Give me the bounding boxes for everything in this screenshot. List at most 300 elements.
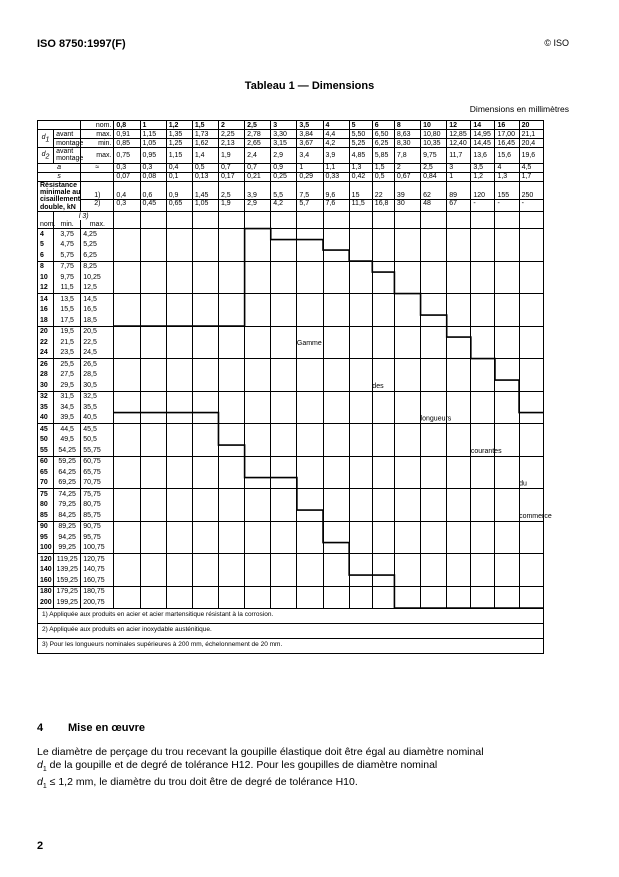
length-row — [38, 565, 569, 576]
range-cell — [495, 272, 519, 283]
paragraph-line-1: Le diamètre de perçage du trou recevant la goupille élastique doit être égal au diamètre nominal — [37, 746, 484, 758]
d1-label: montage — [54, 139, 81, 148]
range-cell — [218, 315, 244, 326]
range-cell — [519, 435, 543, 446]
range-cell — [447, 543, 471, 554]
nominal-diameter: 14 — [471, 121, 495, 130]
range-cell — [519, 261, 543, 272]
d2-value: 3,9 — [323, 148, 349, 164]
range-cell — [218, 543, 244, 554]
range-cell — [471, 435, 495, 446]
range-cell — [394, 532, 420, 543]
range-cell — [114, 510, 140, 521]
range-cell — [218, 250, 244, 261]
d1-value: 2,25 — [218, 130, 244, 139]
range-cell — [421, 554, 447, 565]
range-cell — [447, 337, 471, 348]
range-cell — [218, 294, 244, 305]
range-cell — [166, 510, 192, 521]
range-cell — [192, 543, 218, 554]
blank-cell — [38, 121, 81, 130]
range-cell — [140, 294, 166, 305]
range-cell — [421, 575, 447, 586]
range-cell — [166, 370, 192, 381]
s-value: 0,5 — [372, 172, 394, 181]
range-cell — [519, 229, 543, 240]
length-min: 9,75 — [54, 272, 81, 283]
shear-value: 7,5 — [297, 181, 323, 199]
s-value: 1 — [447, 172, 471, 181]
range-cell — [495, 261, 519, 272]
range-cell — [447, 402, 471, 413]
s-value: 0,17 — [218, 172, 244, 181]
range-cell — [114, 250, 140, 261]
range-cell — [166, 305, 192, 316]
range-cell — [471, 413, 495, 424]
range-cell — [349, 261, 372, 272]
length-row — [38, 456, 569, 467]
shear-value: 48 — [421, 199, 447, 211]
range-cell — [421, 424, 447, 435]
range-cell — [271, 402, 297, 413]
range-cell — [421, 380, 447, 391]
range-cell — [349, 467, 372, 478]
d1-value: 1,05 — [140, 139, 166, 148]
range-cell — [218, 532, 244, 543]
range-cell — [323, 532, 349, 543]
range-cell — [192, 597, 218, 608]
range-cell — [192, 359, 218, 370]
length-min: 44,5 — [54, 424, 81, 435]
range-cell — [471, 478, 495, 489]
range-cell — [271, 240, 297, 251]
nominal-diameter: 1 — [140, 121, 166, 130]
range-cell — [323, 229, 349, 240]
range-cell — [245, 467, 271, 478]
range-cell — [447, 565, 471, 576]
range-cell — [245, 294, 271, 305]
d1-value: 1,62 — [192, 139, 218, 148]
d1-value: 3,84 — [297, 130, 323, 139]
range-cell — [140, 456, 166, 467]
range-cell — [372, 445, 394, 456]
footnote-text: 2) Appliquée aux produits en acier inoxydable austénitique. — [38, 623, 544, 638]
range-cell — [271, 413, 297, 424]
range-cell — [245, 315, 271, 326]
grid-cell — [245, 212, 271, 221]
grid-cell — [394, 212, 420, 221]
range-cell — [140, 305, 166, 316]
length-row — [38, 586, 569, 597]
shear-value: 2,9 — [245, 199, 271, 211]
range-cell — [166, 554, 192, 565]
length-row — [38, 597, 569, 608]
range-cell — [471, 510, 495, 521]
shear-value: 1,9 — [218, 199, 244, 211]
range-cell — [323, 250, 349, 261]
range-cell — [394, 391, 420, 402]
a-value: 1,3 — [349, 163, 372, 172]
range-cell — [421, 565, 447, 576]
length-row — [38, 543, 569, 554]
length-nom: 45 — [38, 424, 54, 435]
length-row — [38, 229, 569, 240]
range-cell — [245, 424, 271, 435]
range-cell — [495, 424, 519, 435]
shear-value: 1,45 — [192, 181, 218, 199]
symbol-cell: a — [38, 163, 81, 172]
range-cell — [114, 315, 140, 326]
grid-cell — [447, 220, 471, 229]
d2-value: 7,8 — [394, 148, 420, 164]
range-cell — [166, 489, 192, 500]
length-max: 100,75 — [81, 543, 114, 554]
range-cell — [519, 272, 543, 283]
range-cell — [192, 554, 218, 565]
length-min: 119,25 — [54, 554, 81, 565]
grid-cell — [372, 220, 394, 229]
range-cell — [218, 467, 244, 478]
range-cell — [114, 272, 140, 283]
d2-value: 15,6 — [495, 148, 519, 164]
range-cell — [372, 240, 394, 251]
range-cell — [495, 413, 519, 424]
length-min: 74,25 — [54, 489, 81, 500]
range-cell — [323, 315, 349, 326]
d2-value: 1,15 — [166, 148, 192, 164]
range-cell — [421, 261, 447, 272]
length-max: 18,5 — [81, 315, 114, 326]
grid-cell — [495, 212, 519, 221]
shear-value: 1,05 — [192, 199, 218, 211]
length-row — [38, 532, 569, 543]
range-cell — [421, 391, 447, 402]
length-nom: 30 — [38, 380, 54, 391]
range-cell — [114, 359, 140, 370]
range-cell — [372, 413, 394, 424]
range-cell — [114, 380, 140, 391]
page-number: 2 — [37, 840, 44, 852]
a-value: 2 — [394, 163, 420, 172]
range-cell — [349, 380, 372, 391]
length-max: 60,75 — [81, 456, 114, 467]
length-row — [38, 413, 569, 424]
nominal-diameter: 1,5 — [192, 121, 218, 130]
length-max: 8,25 — [81, 261, 114, 272]
range-cell — [245, 283, 271, 294]
range-cell — [471, 229, 495, 240]
range-cell — [495, 565, 519, 576]
grid-cell — [471, 212, 495, 221]
range-cell — [218, 380, 244, 391]
d1-value: 14,95 — [471, 130, 495, 139]
d1-value: 6,25 — [372, 139, 394, 148]
range-cell — [192, 315, 218, 326]
range-cell — [297, 294, 323, 305]
range-cell — [297, 326, 323, 337]
range-cell — [271, 337, 297, 348]
range-cell — [114, 326, 140, 337]
shear-value: 250 — [519, 181, 543, 199]
range-cell — [297, 424, 323, 435]
length-nom: 40 — [38, 413, 54, 424]
range-cell — [421, 435, 447, 446]
range-cell — [323, 543, 349, 554]
range-cell — [495, 229, 519, 240]
range-cell — [372, 575, 394, 586]
range-cell — [271, 391, 297, 402]
range-cell — [372, 337, 394, 348]
range-cell — [323, 554, 349, 565]
range-cell — [297, 489, 323, 500]
s-value: 0,67 — [394, 172, 420, 181]
range-cell — [495, 435, 519, 446]
length-max: 85,75 — [81, 510, 114, 521]
length-max: 14,5 — [81, 294, 114, 305]
range-cell — [166, 413, 192, 424]
range-cell — [297, 283, 323, 294]
d1-value: 17,00 — [495, 130, 519, 139]
s-value: 0,21 — [245, 172, 271, 181]
range-cell — [519, 283, 543, 294]
d2-label: avant montage — [54, 148, 81, 164]
grid-cell — [114, 220, 140, 229]
d2-value: 2,9 — [271, 148, 297, 164]
range-cell — [140, 586, 166, 597]
range-cell — [471, 294, 495, 305]
range-cell — [471, 597, 495, 608]
paragraph-line-2: $d_1$ de la goupille et de degré de tolérance H12. Pour les goupilles de diamètre nominal — [37, 759, 438, 774]
length-row — [38, 283, 569, 294]
range-cell — [495, 597, 519, 608]
range-cell — [192, 305, 218, 316]
range-cell — [447, 391, 471, 402]
grid-cell — [372, 212, 394, 221]
range-cell — [218, 521, 244, 532]
range-cell — [218, 597, 244, 608]
range-cell — [192, 250, 218, 261]
d1-value: 0,91 — [114, 130, 140, 139]
kind-label: max. — [81, 130, 114, 139]
range-cell — [297, 521, 323, 532]
range-cell — [271, 435, 297, 446]
range-cell — [421, 283, 447, 294]
length-max: 20,5 — [81, 326, 114, 337]
range-cell — [447, 500, 471, 511]
range-cell — [218, 359, 244, 370]
range-cell — [114, 586, 140, 597]
kind-label: ≈ — [81, 163, 114, 172]
range-cell — [271, 445, 297, 456]
shear-value: 39 — [394, 181, 420, 199]
range-word-longueurs: longueurs — [420, 415, 452, 423]
grid-cell — [495, 220, 519, 229]
range-cell — [140, 575, 166, 586]
range-cell — [519, 315, 543, 326]
range-cell — [166, 283, 192, 294]
range-cell — [297, 554, 323, 565]
range-cell — [271, 586, 297, 597]
range-cell — [271, 380, 297, 391]
range-cell — [394, 250, 420, 261]
length-row — [38, 391, 569, 402]
nominal-diameter: 1,2 — [166, 121, 192, 130]
nom-label: nom. — [81, 121, 114, 130]
range-cell — [471, 445, 495, 456]
range-cell — [349, 565, 372, 576]
range-cell — [271, 261, 297, 272]
grid-cell — [519, 220, 543, 229]
range-cell — [245, 554, 271, 565]
range-cell — [471, 261, 495, 272]
range-cell — [166, 575, 192, 586]
length-min: 11,5 — [54, 283, 81, 294]
range-cell — [372, 380, 394, 391]
range-cell — [297, 402, 323, 413]
range-cell — [349, 250, 372, 261]
range-cell — [372, 229, 394, 240]
range-cell — [297, 478, 323, 489]
range-cell — [349, 554, 372, 565]
length-max: 70,75 — [81, 478, 114, 489]
range-cell — [114, 337, 140, 348]
range-cell — [192, 413, 218, 424]
nominal-diameter: 3,5 — [297, 121, 323, 130]
grid-cell — [421, 212, 447, 221]
range-cell — [140, 402, 166, 413]
range-cell — [519, 467, 543, 478]
length-nom: 26 — [38, 359, 54, 370]
range-cell — [394, 305, 420, 316]
range-cell — [421, 500, 447, 511]
range-cell — [447, 597, 471, 608]
length-nom: 35 — [38, 402, 54, 413]
range-cell — [192, 532, 218, 543]
range-cell — [394, 380, 420, 391]
range-cell — [421, 229, 447, 240]
range-cell — [372, 554, 394, 565]
range-cell — [447, 272, 471, 283]
range-cell — [495, 337, 519, 348]
range-cell — [421, 240, 447, 251]
d1-value: 2,65 — [245, 139, 271, 148]
length-min: 5,75 — [54, 250, 81, 261]
range-cell — [372, 521, 394, 532]
range-cell — [140, 467, 166, 478]
range-cell — [447, 305, 471, 316]
range-cell — [372, 510, 394, 521]
range-cell — [421, 348, 447, 359]
range-cell — [495, 380, 519, 391]
shear-value: 0,9 — [166, 181, 192, 199]
range-cell — [349, 500, 372, 511]
length-row — [38, 489, 569, 500]
length-nom: 5 — [38, 240, 54, 251]
length-nom: 200 — [38, 597, 54, 608]
range-cell — [297, 586, 323, 597]
range-cell — [140, 391, 166, 402]
length-nom: 10 — [38, 272, 54, 283]
range-cell — [271, 283, 297, 294]
length-min: 13,5 — [54, 294, 81, 305]
range-cell — [421, 467, 447, 478]
nominal-diameter: 2,5 — [245, 121, 271, 130]
range-cell — [394, 348, 420, 359]
range-cell — [349, 326, 372, 337]
range-cell — [166, 435, 192, 446]
range-cell — [192, 500, 218, 511]
length-min: 79,25 — [54, 500, 81, 511]
range-cell — [297, 337, 323, 348]
range-cell — [114, 305, 140, 316]
a-value: 4,5 — [519, 163, 543, 172]
range-cell — [140, 510, 166, 521]
a-value: 0,3 — [114, 163, 140, 172]
length-min: 179,25 — [54, 586, 81, 597]
length-min-header: min. — [54, 220, 81, 229]
range-cell — [349, 348, 372, 359]
range-cell — [394, 500, 420, 511]
range-cell — [447, 229, 471, 240]
range-cell — [323, 337, 349, 348]
range-cell — [421, 272, 447, 283]
length-min: 84,25 — [54, 510, 81, 521]
range-cell — [349, 391, 372, 402]
shear-value: 62 — [421, 181, 447, 199]
range-cell — [349, 413, 372, 424]
range-cell — [495, 489, 519, 500]
range-cell — [471, 500, 495, 511]
grid-cell — [447, 212, 471, 221]
length-max: 6,25 — [81, 250, 114, 261]
range-cell — [372, 435, 394, 446]
range-cell — [447, 478, 471, 489]
range-cell — [271, 565, 297, 576]
d2-value: 3,4 — [297, 148, 323, 164]
range-cell — [192, 586, 218, 597]
range-cell — [447, 489, 471, 500]
range-cell — [297, 565, 323, 576]
length-min: 27,5 — [54, 370, 81, 381]
range-cell — [394, 283, 420, 294]
range-cell — [323, 305, 349, 316]
range-cell — [140, 413, 166, 424]
range-cell — [394, 445, 420, 456]
range-word-du: du — [519, 480, 527, 488]
range-cell — [349, 240, 372, 251]
length-min: 159,25 — [54, 575, 81, 586]
range-cell — [166, 586, 192, 597]
range-cell — [447, 575, 471, 586]
range-cell — [471, 315, 495, 326]
d1-value: 14,45 — [471, 139, 495, 148]
range-cell — [140, 272, 166, 283]
range-cell — [471, 565, 495, 576]
length-min: 15,5 — [54, 305, 81, 316]
range-cell — [297, 445, 323, 456]
d1-row — [38, 139, 569, 148]
range-cell — [271, 467, 297, 478]
d1-value: 21,1 — [519, 130, 543, 139]
range-cell — [519, 532, 543, 543]
range-cell — [349, 359, 372, 370]
length-nom: 80 — [38, 500, 54, 511]
length-nom: 160 — [38, 575, 54, 586]
length-row — [38, 370, 569, 381]
range-cell — [519, 391, 543, 402]
grid-cell — [218, 212, 244, 221]
range-cell — [519, 380, 543, 391]
